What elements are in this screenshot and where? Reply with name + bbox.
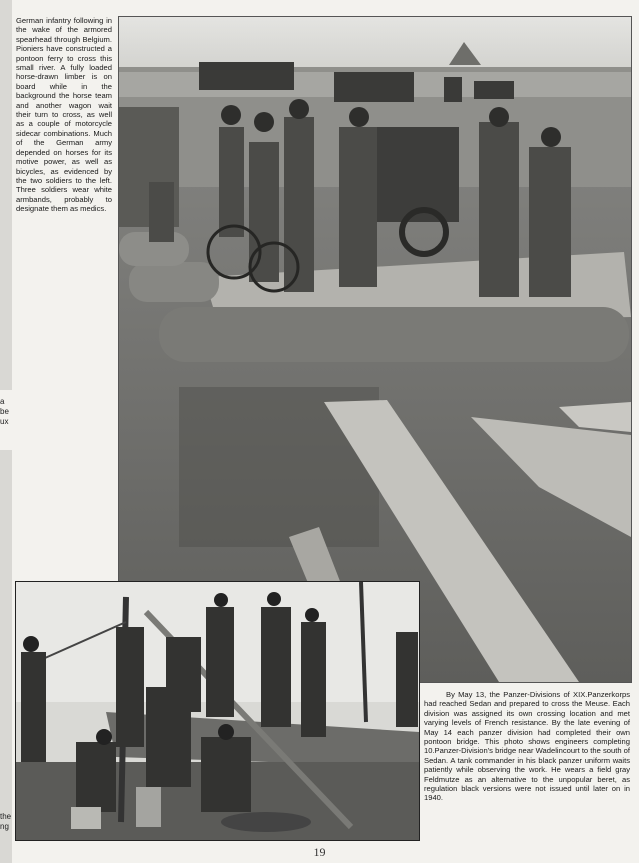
inset-photograph bbox=[15, 581, 420, 841]
bridge-construction-image bbox=[16, 582, 419, 840]
gutter-text-fragment: ng bbox=[0, 822, 9, 831]
photo-caption-top: German infantry following in the wake of the armored spearhead through Belgium. Pioniers have constructed a pontoon ferry to cross this small river. A fully loaded horse-drawn limber is on board while in the background the horse team and another wagon wait their turn to cross, as well as a couple of motorcycle sidecar combinations. Much of the German army depended on horses for its motive power, as well as bicycles, as evidenced by the two soldiers to the left. Three soldiers wear white armbands, probably to designate them as medics. bbox=[16, 16, 112, 214]
photo-caption-bottom: By May 13, the Panzer-Divisions of XIX.Panzerkorps had reached Sedan and prepared to cross the Meuse. Each division was assigned its own crossing location and met varying levels of French resistance. By the late evening of May 14 each panzer division had completed their own pontoon bridge. This photo shows engineers completing 10.Panzer-Division's bridge near Wadelincourt to the south of Sedan. A tank commander in his black panzer uniform waits patiently while observing the work. He wears a field gray Feldmutze as an alternative to the unpopular beret, as regulation black versions were not issued until later on in 1940. bbox=[424, 690, 630, 803]
gutter-strip-bottom bbox=[0, 450, 12, 863]
gutter-text-fragment: a bbox=[0, 397, 5, 406]
gutter-text-fragment: ux bbox=[0, 417, 9, 426]
page-number: 19 bbox=[313, 845, 326, 859]
gutter-text-fragment: be bbox=[0, 407, 9, 416]
gutter-text-fragment: the bbox=[0, 812, 12, 821]
gutter-strip-top bbox=[0, 0, 12, 390]
